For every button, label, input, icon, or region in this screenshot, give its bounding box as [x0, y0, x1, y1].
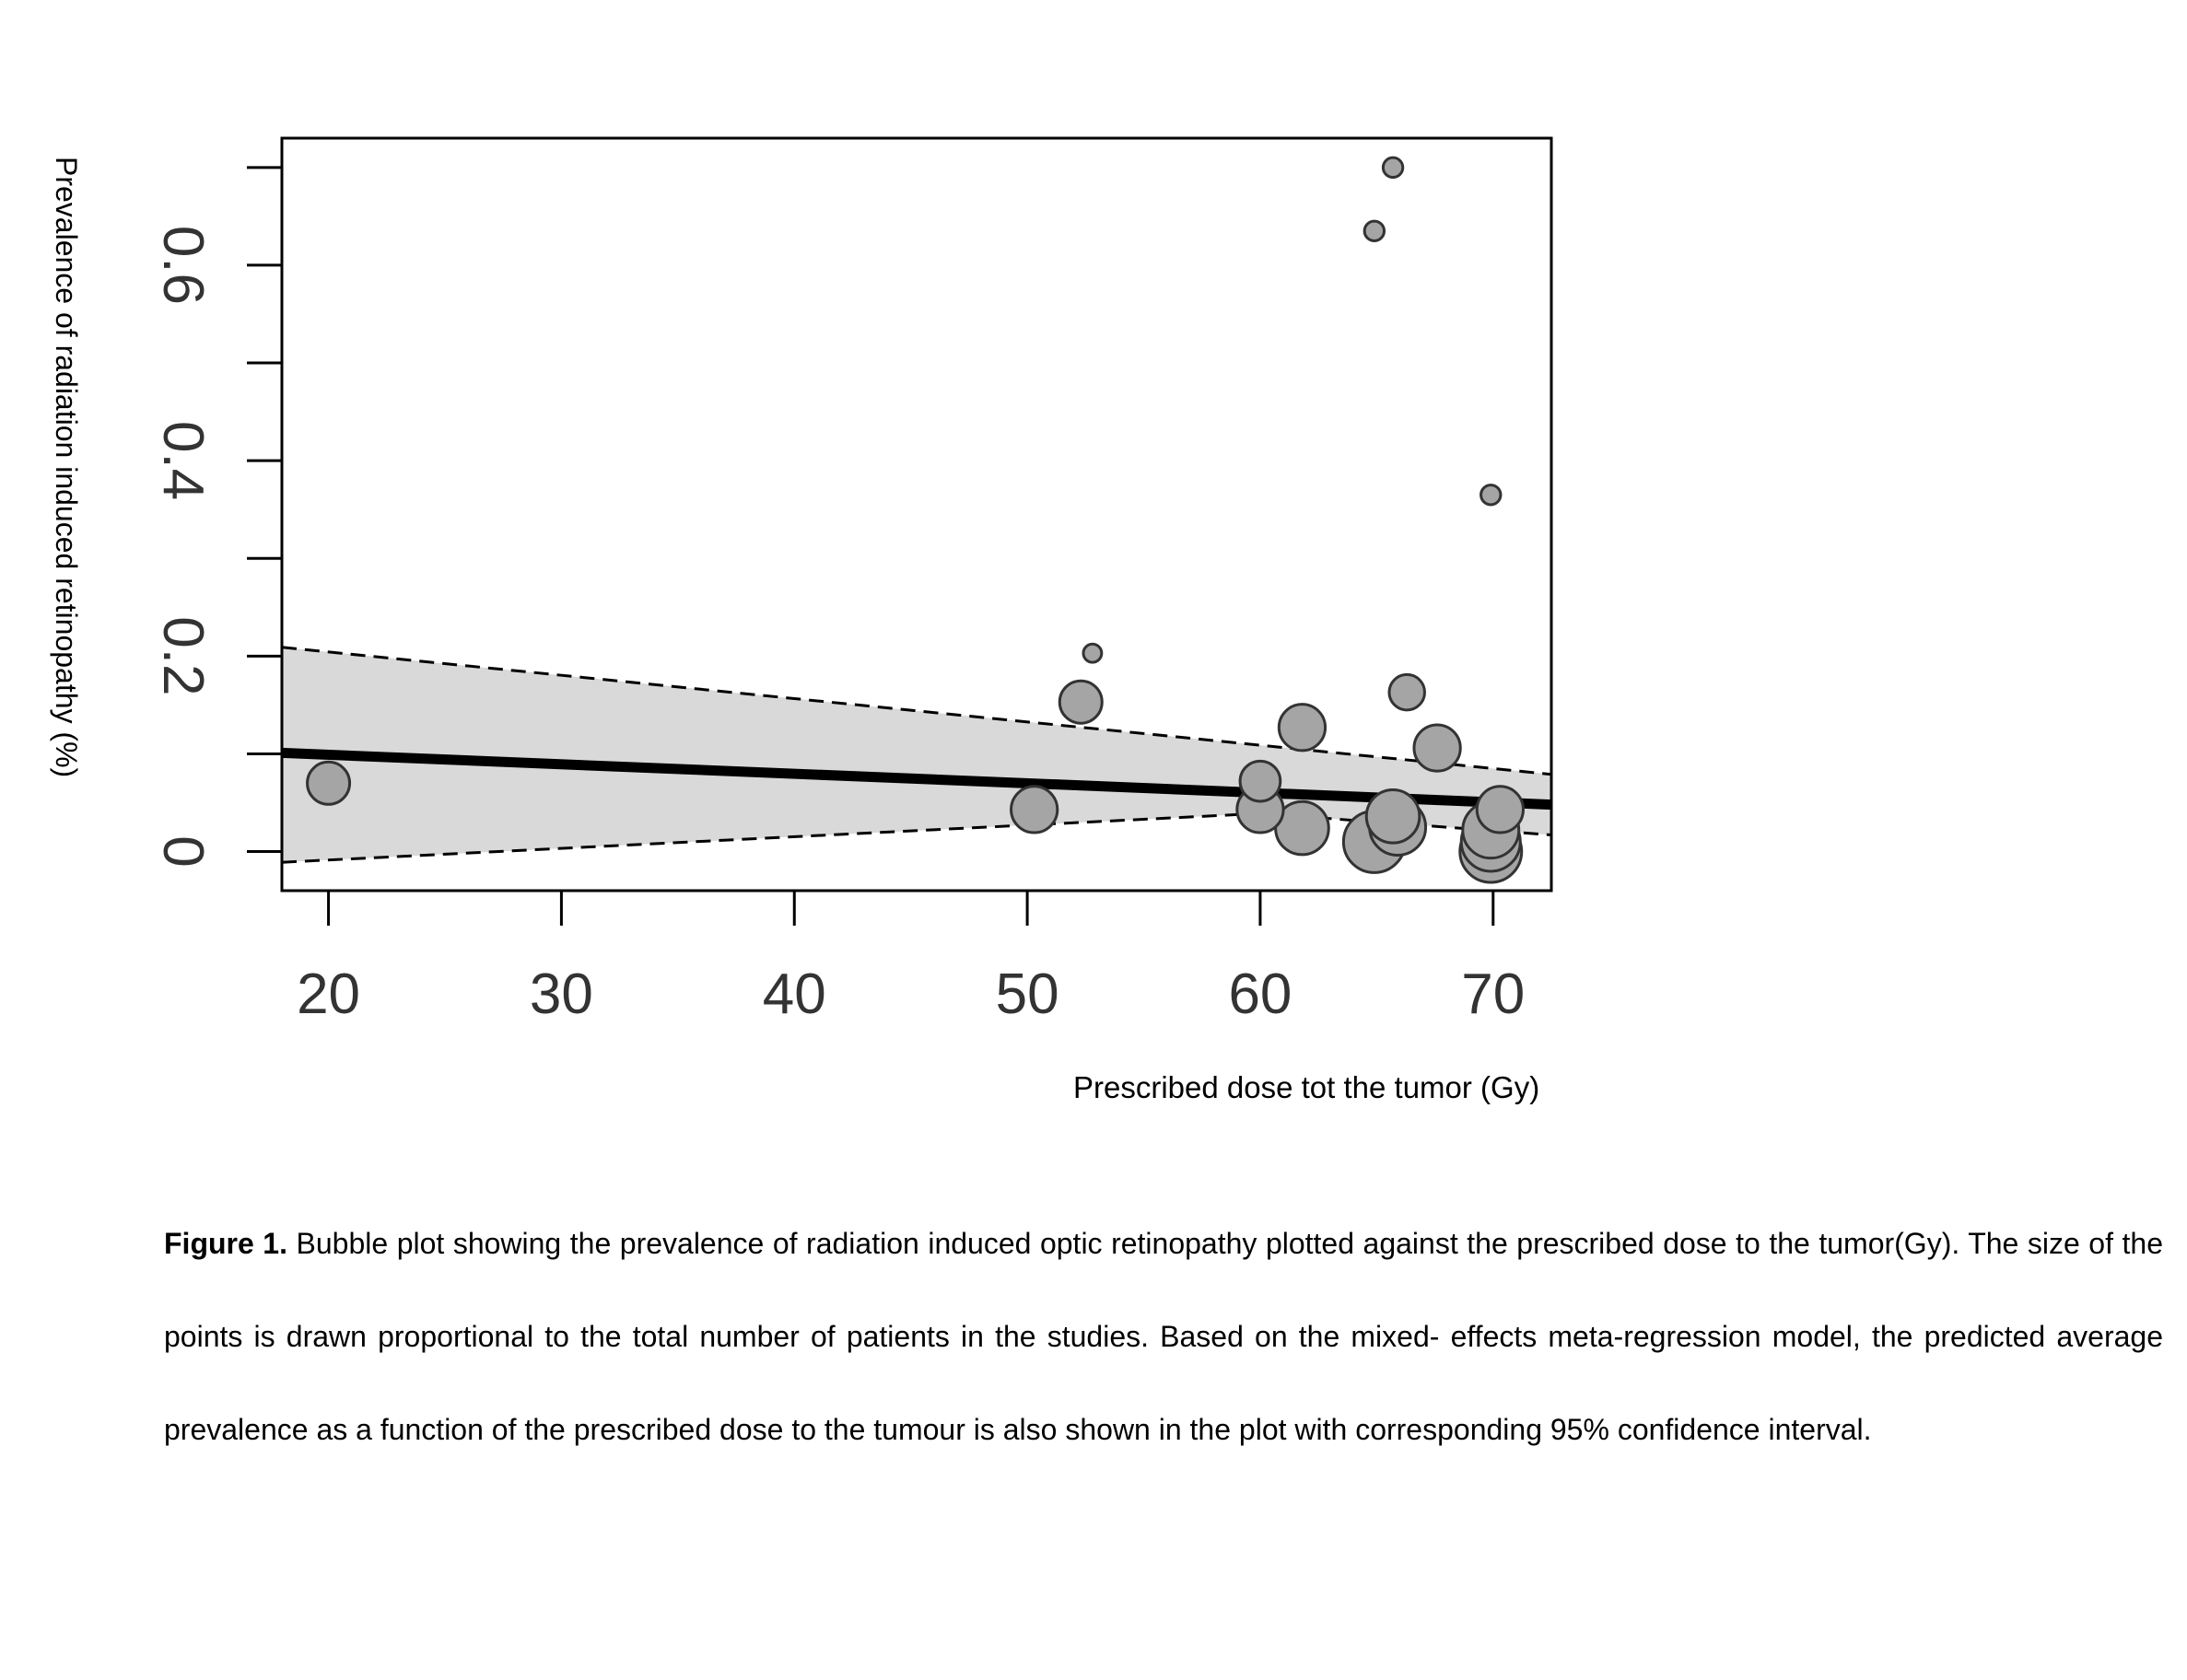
figure-caption-text: Bubble plot showing the prevalence of radiation induced optic retinopathy plotted against the prescribed dose to the tumor(Gy). The size of the points is drawn proportional to the total number of patients in the studies. Based on the mixed- effects meta-regression model, the predicted average prevalence as a function of the prescribed dose to the tumour is also shown in the plot with corresponding 95% confidence interval.: [164, 1227, 2164, 1446]
bubble-point: [308, 762, 350, 804]
bubble-point: [1059, 681, 1102, 723]
bubble-point: [1279, 705, 1325, 751]
x-tick-label: 30: [529, 962, 593, 1026]
x-axis-title: Prescribed dose tot the tumor (Gy): [1073, 1070, 1540, 1104]
bubble-point: [1389, 674, 1424, 709]
figure-caption: [164, 1197, 2163, 1476]
bubble-point: [1481, 485, 1501, 505]
x-tick-label: 70: [1461, 962, 1526, 1026]
y-tick-label: 0: [151, 835, 215, 868]
x-tick-label: 60: [1228, 962, 1292, 1026]
bubble-point: [1414, 725, 1460, 771]
bubble-point: [1383, 158, 1402, 177]
bubble-point: [1477, 787, 1523, 833]
y-tick-label: 0.2: [151, 616, 215, 696]
x-axis: [297, 891, 1525, 1026]
bubble-point: [1240, 761, 1281, 801]
y-tick-label: 0.4: [151, 421, 215, 501]
x-tick-label: 50: [995, 962, 1059, 1026]
y-tick-label: 0.6: [151, 225, 215, 306]
y-axis: [151, 168, 282, 868]
x-tick-label: 20: [297, 962, 361, 1026]
x-tick-label: 40: [762, 962, 826, 1026]
bubble-point: [1083, 644, 1102, 662]
bubble-point: [1012, 787, 1058, 833]
y-axis-title: Prevalence of radiation induced retinopathy (%): [50, 157, 83, 778]
bubble-point: [1364, 221, 1384, 240]
figure-caption-label: Figure 1.: [164, 1227, 287, 1260]
bubble-point: [1366, 790, 1420, 844]
